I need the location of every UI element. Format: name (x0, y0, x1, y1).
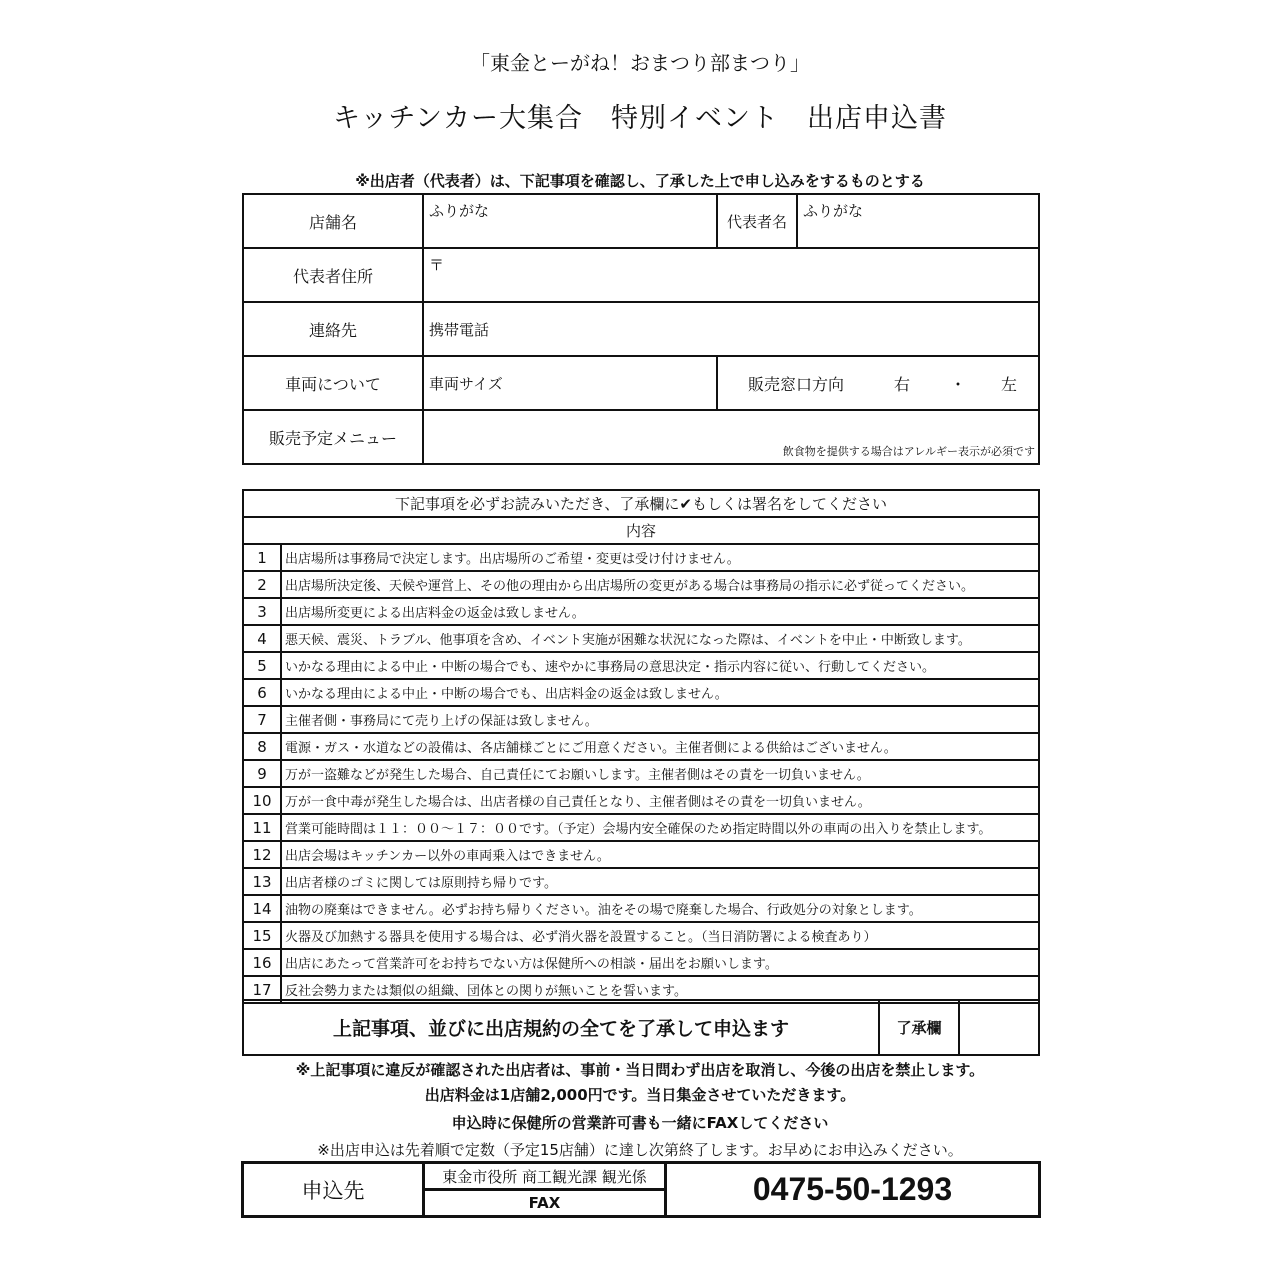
rule-row (243, 760, 1039, 787)
rule-row (243, 787, 1039, 814)
shop-name-field[interactable] (423, 194, 717, 248)
apply-to-label: 申込先 (243, 1163, 424, 1217)
shop-furigana-label: ふりがな (429, 202, 490, 220)
rules-instruction-row (243, 490, 1039, 517)
event-subtitle: 「東金とーがね！おまつり部まつり」 (470, 51, 810, 75)
first-come-notice: ※出店申込は先着順で定数（予定15店舗）に達し次第終了します。お早めにお申込みください。 (317, 1141, 963, 1159)
mobile-field[interactable] (423, 302, 1039, 356)
violation-warning: ※上記事項に違反が確認された出店者は、事前・当日問わず出店を取消し、今後の出店を禁止します。 (295, 1061, 985, 1079)
shop-name-row (243, 194, 1039, 248)
rule-row (243, 652, 1039, 679)
rule-number: 1 (243, 544, 281, 571)
rule-text: 出店にあたって営業許可をお持ちでない方は保健所への相談・届出をお願いします。 (281, 949, 1039, 976)
applicant-info-table (242, 193, 1040, 465)
rule-text: 主催者側・事務局にて売り上げの保証は致しません。 (281, 706, 1039, 733)
fee-notice: 出店料金は1店舗2,000円です。当日集金させていただきます。 (424, 1086, 856, 1104)
rule-number: 14 (243, 895, 281, 922)
direction-left-option[interactable]: 左 (1001, 374, 1018, 394)
rule-text: 出店場所変更による出店料金の返金は致しません。 (281, 598, 1039, 625)
address-field[interactable] (423, 248, 1039, 302)
agreement-text: 上記事項、並びに出店規約の全てを了承して申込ます (243, 1000, 879, 1055)
agreement-row (243, 1000, 1039, 1055)
address-label: 代表者住所 (243, 248, 423, 302)
rule-row (243, 679, 1039, 706)
vehicle-size-label: 車両サイズ (429, 375, 503, 393)
rule-number: 12 (243, 841, 281, 868)
allergy-note: 飲食物を提供する場合はアレルギー表示が必須です (782, 445, 1035, 458)
rule-text: 油物の廃棄はできません。必ずお持ち帰りください。油をその場で廃棄した場合、行政処分の対象とします。 (281, 895, 1039, 922)
rule-number: 5 (243, 652, 281, 679)
rule-number: 7 (243, 706, 281, 733)
postal-mark: 〒 (429, 256, 445, 274)
window-direction-field (717, 356, 1039, 410)
notice-text: ※出店者（代表者）は、下記事項を確認し、了承した上で申し込みをするものとする (355, 172, 925, 190)
vehicle-label: 車両について (243, 356, 423, 410)
fax-permit-notice: 申込時に保健所の営業許可書も一緒にFAXしてください (451, 1114, 829, 1132)
rule-row (243, 733, 1039, 760)
rule-row (243, 814, 1039, 841)
rule-number: 3 (243, 598, 281, 625)
rule-text: 出店場所は事務局で決定します。出店場所のご希望・変更は受け付けません。 (281, 544, 1039, 571)
rule-number: 6 (243, 679, 281, 706)
rule-text: いかなる理由による中止・中断の場合でも、速やかに事務局の意思決定・指示内容に従い、行動してください。 (281, 652, 1039, 679)
rule-text: 電源・ガス・水道などの設備は、各店舗様ごとにご用意ください。主催者側による供給はございません。 (281, 733, 1039, 760)
rule-number: 2 (243, 571, 281, 598)
rule-row (243, 895, 1039, 922)
menu-label: 販売予定メニュー (243, 410, 423, 464)
shop-name-label: 店舗名 (243, 194, 423, 248)
rules-content-header-row (243, 517, 1039, 544)
contact-row (243, 302, 1039, 356)
rule-text: 反社会勢力または類似の組織、団体との関りが無いことを誓います。 (281, 976, 1039, 1003)
rule-row (243, 922, 1039, 949)
menu-row (243, 410, 1039, 464)
address-row (243, 248, 1039, 302)
rule-text: いかなる理由による中止・中断の場合でも、出店料金の返金は致しません。 (281, 679, 1039, 706)
vehicle-size-field[interactable] (423, 356, 717, 410)
rule-number: 4 (243, 625, 281, 652)
contact-table (241, 1161, 1041, 1218)
rule-number: 17 (243, 976, 281, 1003)
rule-number: 9 (243, 760, 281, 787)
direction-separator: ・ (950, 374, 967, 394)
rule-row (243, 706, 1039, 733)
rules-instruction: 下記事項を必ずお読みいただき、了承欄に✔もしくは署名をしてください (243, 490, 1039, 517)
rule-text: 出店場所決定後、天候や運営上、その他の理由から出店場所の変更がある場合は事務局の指示に必ず従ってください。 (281, 571, 1039, 598)
page-title: キッチンカー大集合 特別イベント 出店申込書 (332, 103, 948, 134)
agreement-table (242, 999, 1040, 1056)
rule-text: 万が一盗難などが発生した場合、自己責任にてお願いします。主催者側はその責を一切負いません。 (281, 760, 1039, 787)
rule-number: 8 (243, 733, 281, 760)
rule-number: 16 (243, 949, 281, 976)
rep-name-field[interactable] (797, 194, 1039, 248)
vehicle-row (243, 356, 1039, 410)
rule-text: 火器及び加熱する器具を使用する場合は、必ず消火器を設置すること。（当日消防署による検査あり） (281, 922, 1039, 949)
window-direction-label: 販売窓口方向 (748, 374, 845, 394)
agreement-checkbox[interactable] (959, 1000, 1039, 1055)
rule-row (243, 949, 1039, 976)
agreement-label: 了承欄 (879, 1000, 959, 1055)
rule-number: 11 (243, 814, 281, 841)
menu-field[interactable] (423, 410, 1039, 464)
mobile-label: 携帯電話 (429, 321, 490, 339)
contact-label: 連絡先 (243, 302, 423, 356)
rule-text: 悪天候、震災、トラブル、他事項を含め、イベント実施が困難な状況になった際は、イベントを中止・中断致します。 (281, 625, 1039, 652)
rule-row (243, 841, 1039, 868)
fax-label: FAX (424, 1190, 666, 1217)
rule-text: 営業可能時間は１１：００～１７：００です。（予定）会場内安全確保のため指定時間以外の車両の出入りを禁止します。 (281, 814, 1039, 841)
rules-content-header: 内容 (243, 517, 1039, 544)
rule-text: 出店会場はキッチンカー以外の車両乗入はできません。 (281, 841, 1039, 868)
rep-name-label: 代表者名 (717, 194, 797, 248)
rule-row (243, 571, 1039, 598)
rule-row (243, 868, 1039, 895)
fax-number: 0475-50-1293 (666, 1163, 1040, 1217)
rule-number: 13 (243, 868, 281, 895)
rule-text: 万が一食中毒が発生した場合は、出店者様の自己責任となり、主催者側はその責を一切負いません。 (281, 787, 1039, 814)
rule-row (243, 625, 1039, 652)
direction-right-option[interactable]: 右 (894, 374, 911, 394)
rule-number: 15 (243, 922, 281, 949)
rules-table (242, 489, 1040, 1004)
rule-text: 出店者様のゴミに関しては原則持ち帰りです。 (281, 868, 1039, 895)
rep-furigana-label: ふりがな (803, 202, 864, 220)
contact-organization: 東金市役所 商工観光課 観光係 (424, 1163, 666, 1190)
rule-row (243, 544, 1039, 571)
rule-number: 10 (243, 787, 281, 814)
rule-row (243, 598, 1039, 625)
